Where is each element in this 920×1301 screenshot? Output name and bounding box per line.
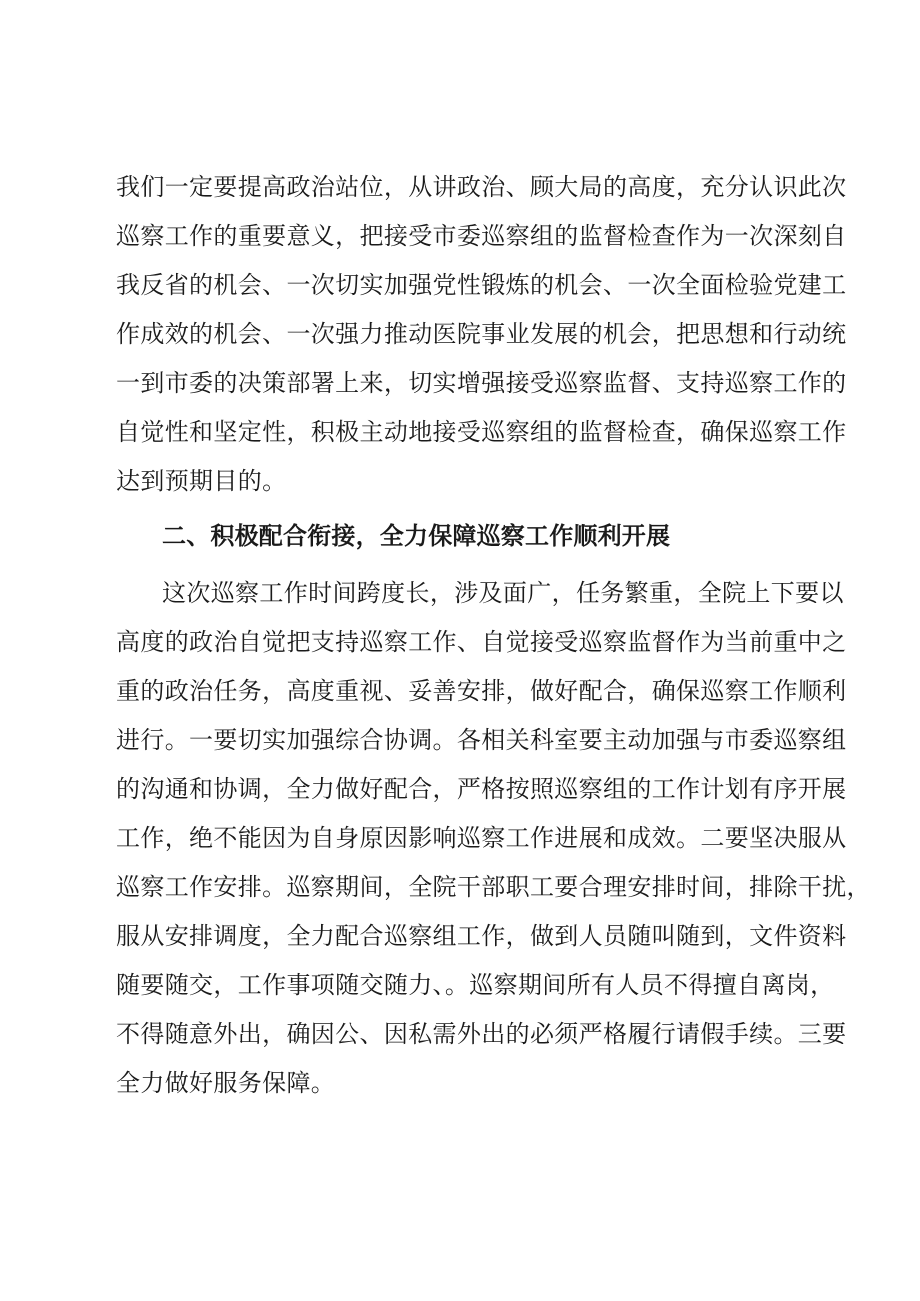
paragraph-line: 进行。一要切实加强综合协调。各相关科室要主动加强与市委巡察组	[116, 726, 847, 754]
paragraph-line: 的沟通和协调，全力做好配合，严格按照巡察组的工作计划有序开展	[116, 775, 847, 803]
paragraph-line: 不得随意外出，确因公、因私需外出的必须严格履行请假手续。三要	[116, 1020, 847, 1048]
paragraph-line: 一到市委的决策部署上来，切实增强接受巡察监督、支持巡察工作的	[116, 369, 847, 397]
section-heading: 二、积极配合衔接，全力保障巡察工作顺利开展	[162, 522, 671, 550]
paragraph-line: 作成效的机会、一次强力推动医院事业发展的机会，把思想和行动统	[116, 320, 847, 348]
paragraph-line: 工作，绝不能因为自身原因影响巡察工作进展和成效。二要坚决服从	[116, 824, 847, 852]
paragraph-line: 重的政治任务，高度重视、妥善安排，做好配合，确保巡察工作顺利	[116, 677, 847, 705]
paragraph-line: 我反省的机会、一次切实加强党性锻炼的机会、一次全面检验党建工	[116, 271, 847, 299]
paragraph-line: 随要随交，工作事项随交随力、。巡察期间所有人员不得擅自离岗，	[116, 971, 835, 999]
paragraph-line: 全力做好服务保障。	[116, 1069, 336, 1097]
paragraph-line: 巡察工作的重要意义，把接受市委巡察组的监督检查作为一次深刻自	[116, 222, 847, 250]
paragraph-line: 巡察工作安排。巡察期间，全院干部职工要合理安排时间，排除干扰，	[116, 873, 871, 901]
paragraph-line: 自觉性和坚定性，积极主动地接受巡察组的监督检查，确保巡察工作	[116, 418, 847, 446]
paragraph-line: 我们一定要提高政治站位，从讲政治、顾大局的高度，充分认识此次	[116, 173, 847, 201]
paragraph-line: 服从安排调度，全力配合巡察组工作，做到人员随叫随到，文件资料	[116, 922, 847, 950]
paragraph-line: 高度的政治自觉把支持巡察工作、自觉接受巡察监督作为当前重中之	[116, 628, 847, 656]
paragraph-line: 这次巡察工作时间跨度长，涉及面广，任务繁重，全院上下要以	[162, 579, 844, 607]
paragraph-line: 达到预期目的。	[116, 467, 287, 495]
